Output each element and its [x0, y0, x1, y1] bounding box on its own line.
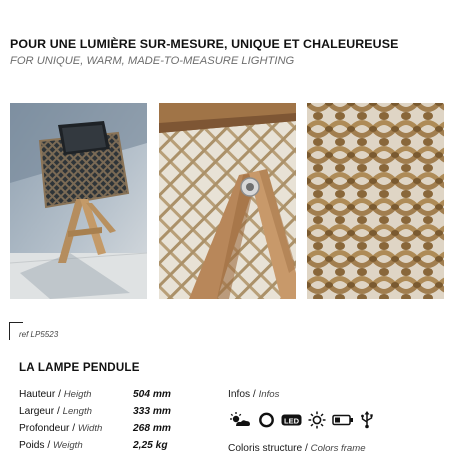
- spec-separator: /: [54, 406, 63, 417]
- spec-separator: /: [55, 389, 64, 400]
- spec-width-value: 268 mm: [133, 423, 171, 434]
- spec-label: Largeur: [19, 406, 55, 417]
- rope-weave-detail-photo: [307, 103, 444, 299]
- solar-cloud-icon: [228, 411, 252, 429]
- spec-label: Hauteur: [19, 389, 56, 400]
- lamp-overview-photo: [10, 103, 147, 299]
- spec-label-en: Length: [62, 406, 92, 417]
- spec-width-label: [19, 423, 102, 437]
- led-badge-text: LED: [284, 416, 299, 426]
- spec-label-en: Weigth: [52, 440, 83, 451]
- feature-icons: [228, 410, 374, 430]
- infos-label: [228, 389, 279, 400]
- spec-weight-value: 2,25 kg: [133, 440, 168, 451]
- spec-length-label: [19, 406, 92, 420]
- colors-label-fr: Coloris structure: [228, 443, 303, 454]
- spec-label: Poids: [19, 440, 45, 451]
- spec-label: Profondeur: [19, 423, 70, 434]
- colors-label-en: Colors frame: [310, 443, 366, 454]
- page-subtitle: FOR UNIQUE, WARM, MADE-TO-MEASURE LIGHTING: [10, 55, 295, 67]
- spec-label-en: Width: [77, 423, 103, 434]
- spec-height-value: 504 mm: [133, 389, 171, 400]
- infos-separator: /: [250, 389, 259, 400]
- led-badge-icon: [281, 411, 302, 429]
- spec-label-en: Heigth: [63, 389, 92, 400]
- usb-icon: [360, 411, 374, 429]
- colors-frame-label: [228, 443, 366, 454]
- spec-height-label: [19, 389, 91, 403]
- sun-icon: [308, 411, 326, 429]
- spec-separator: /: [69, 423, 78, 434]
- spec-weight-label: [19, 440, 83, 454]
- ring-icon: [258, 411, 275, 429]
- spec-separator: /: [44, 440, 53, 451]
- page-title: POUR UNE LUMIÈRE SUR-MESURE, UNIQUE ET CHALEUREUSE: [10, 37, 399, 51]
- battery-icon: [332, 411, 354, 429]
- colors-separator: /: [302, 443, 311, 454]
- infos-label-en: Infos: [258, 389, 280, 400]
- infos-label-fr: Infos: [228, 389, 251, 400]
- product-name: LA LAMPE PENDULE: [19, 361, 140, 374]
- product-ref: ref LP5523: [19, 330, 59, 339]
- spec-length-value: 333 mm: [133, 406, 171, 417]
- lamp-leg-detail-photo: [159, 103, 296, 299]
